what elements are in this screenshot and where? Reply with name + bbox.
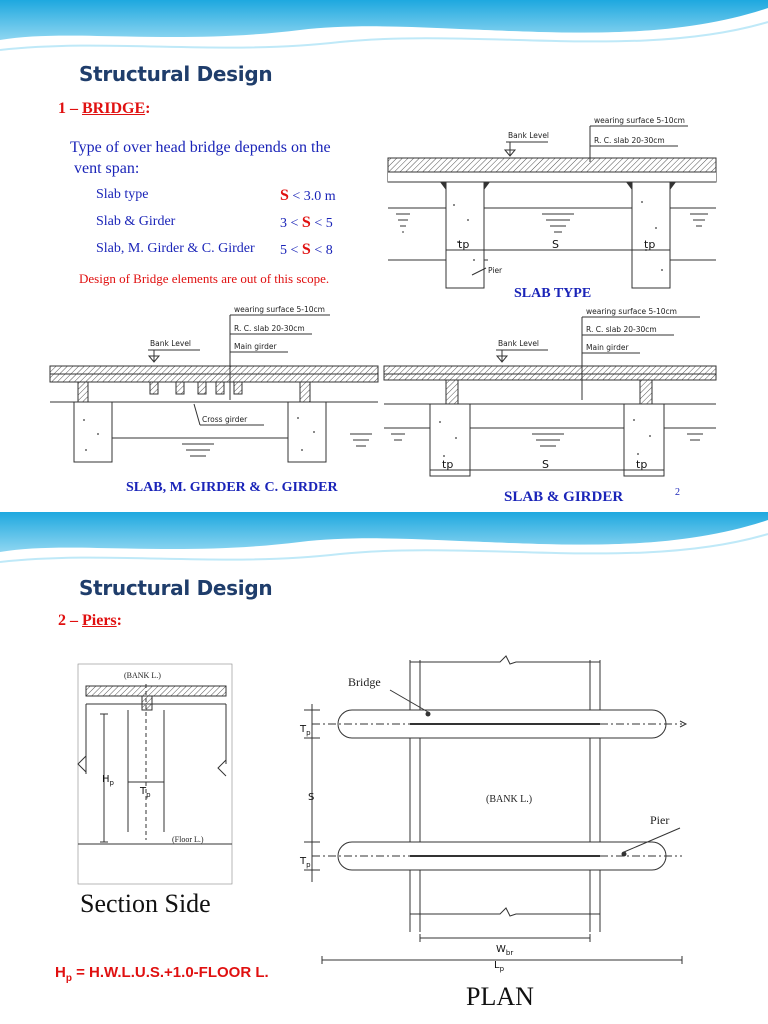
heading-word: BRIDGE (82, 100, 146, 117)
label-floor-l: (Floor L.) (172, 835, 204, 844)
slide-title: Structural Design (79, 576, 273, 600)
label-rc-slab: R. C. slab 20-30cm (586, 325, 657, 334)
label-tp: tp (644, 238, 656, 251)
label-wbr: $W_{br}$ (496, 944, 514, 957)
label-s: S (552, 238, 559, 251)
heading-word: Piers (82, 612, 117, 629)
label-wearing-surface: wearing surface 5-10cm (594, 116, 685, 125)
row-label: Slab & Girder (96, 214, 176, 229)
section-side-label: Section Side (80, 889, 211, 918)
label-tp: tp (636, 458, 648, 471)
heading-colon: : (145, 100, 151, 117)
caption-slab-type: SLAB TYPE (514, 286, 592, 301)
intro-line-1: Type of over head bridge depends on the (70, 139, 331, 156)
label-pier: Pier (488, 266, 503, 275)
label-tp-bottom: $T_p$ (300, 856, 311, 869)
label-bridge: Bridge (348, 675, 381, 689)
plan-label: PLAN (466, 982, 534, 1011)
caption-mc-girder: SLAB, M. GIRDER & C. GIRDER (126, 480, 338, 495)
row-value: 5 < S < 8 (280, 241, 333, 258)
label-tp: $T_p$ (140, 786, 151, 799)
label-hp: $H_p$ (102, 774, 114, 787)
page-number: 2 (675, 487, 680, 498)
label-s: S (308, 792, 315, 803)
pier-section-drawing (78, 664, 232, 884)
row-label: Slab, M. Girder & C. Girder (96, 241, 255, 256)
label-bank-level: Bank Level (150, 339, 192, 348)
label-tp: tp (442, 458, 454, 471)
section-heading-bridge (58, 100, 150, 118)
label-bank-l: (BANK L.) (486, 794, 533, 805)
slide-title: Structural Design (79, 62, 273, 86)
heading-colon: : (116, 612, 122, 629)
row-value: S < 3.0 m (280, 187, 336, 204)
pier-plan-drawing (282, 652, 702, 973)
label-bank-level: Bank Level (498, 339, 540, 348)
label-s: S (542, 458, 549, 471)
heading-number: 2 – (58, 612, 82, 629)
label-main-girder: Main girder (586, 343, 629, 352)
mc-girder-drawing (50, 304, 378, 462)
label-tp: tp (458, 238, 470, 251)
label-wearing-surface: wearing surface 5-10cm (586, 307, 677, 316)
row-label: Slab type (96, 187, 149, 202)
scope-note: Design of Bridge elements are out of this scope. (79, 271, 330, 286)
label-rc-slab: R. C. slab 20-30cm (234, 324, 305, 333)
intro-line-2: vent span: (74, 160, 140, 177)
label-bank-level: Bank Level (508, 131, 550, 140)
header-wave-graphic (0, 512, 768, 572)
label-cross-girder: Cross girder (202, 415, 248, 424)
slab-type-drawing (388, 110, 716, 288)
hp-formula: $H_p$ = H.W.L.U.S.+1.0-FLOOR L. (55, 964, 269, 984)
label-pier: Pier (650, 813, 670, 827)
label-lp: $L_p$ (494, 960, 505, 973)
caption-slab-girder: SLAB & GIRDER (504, 489, 624, 505)
slab-girder-drawing (384, 304, 716, 476)
header-wave-graphic (0, 0, 768, 60)
label-wearing-surface: wearing surface 5-10cm (234, 305, 325, 314)
heading-number: 1 – (58, 100, 82, 117)
slide-piers (0, 512, 768, 1024)
section-heading-piers (58, 612, 122, 630)
label-bank-l: (BANK L.) (124, 671, 161, 680)
label-rc-slab: R. C. slab 20-30cm (594, 136, 665, 145)
label-main-girder: Main girder (234, 342, 277, 351)
label-tp-top: $T_p$ (300, 724, 311, 737)
row-value: 3 < S < 5 (280, 214, 333, 231)
